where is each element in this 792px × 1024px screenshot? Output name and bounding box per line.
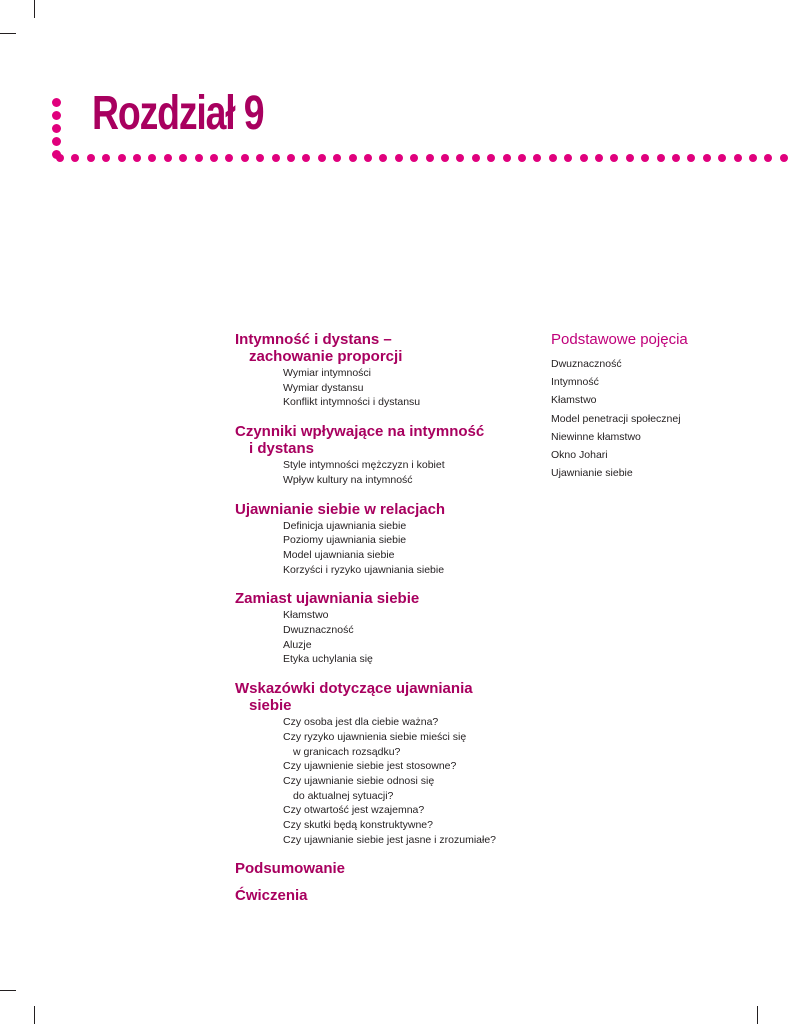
divider-dot xyxy=(472,154,480,162)
divider-dot xyxy=(503,154,511,162)
divider-dot xyxy=(580,154,588,162)
divider-dot xyxy=(672,154,680,162)
key-concepts-list xyxy=(551,355,771,482)
divider-dot xyxy=(364,154,372,162)
divider-dot xyxy=(564,154,572,162)
toc-subsection-item: Czy otwartość jest wzajemna? xyxy=(283,804,425,817)
divider-dot xyxy=(195,154,203,162)
divider-dot xyxy=(256,154,264,162)
divider-dot xyxy=(749,154,757,162)
toc-section-heading xyxy=(235,590,525,607)
divider-dot xyxy=(333,154,341,162)
divider-dot xyxy=(379,154,387,162)
crop-mark-bottom-left xyxy=(34,1006,35,1024)
divider-dot xyxy=(610,154,618,162)
crop-mark-left-top xyxy=(0,33,16,34)
toc-section-heading-line: Podsumowanie xyxy=(235,860,346,878)
toc-subsection-item: Aluzje xyxy=(283,638,312,651)
crop-mark-top-left xyxy=(34,0,35,18)
divider-dot xyxy=(302,154,310,162)
vertical-dots-ornament xyxy=(52,98,62,160)
divider-dot xyxy=(441,154,449,162)
toc-subsection-item: Czy ujawnianie siebie odnosi się xyxy=(283,774,435,787)
key-concept-item: Dwuznaczność xyxy=(551,358,622,370)
toc-section-heading-line: Zamiast ujawniania siebie xyxy=(235,590,420,608)
toc-subsection-list xyxy=(283,519,525,578)
table-of-contents xyxy=(235,331,525,904)
divider-dot xyxy=(395,154,403,162)
toc-section-heading-line: siebie xyxy=(249,697,292,715)
toc-subsection-item: w granicach rozsądku? xyxy=(293,745,401,758)
toc-subsection-item: Poziomy ujawniania siebie xyxy=(283,534,407,547)
toc-section-heading-line: Ćwiczenia xyxy=(235,887,308,905)
crop-mark-bottom-right xyxy=(757,1006,758,1024)
toc-section-heading xyxy=(235,501,525,518)
key-concepts xyxy=(551,331,771,482)
toc-section-heading-line: Ujawnianie siebie w relacjach xyxy=(235,500,446,518)
divider-dot xyxy=(703,154,711,162)
toc-section-heading xyxy=(235,887,525,904)
toc-subsection-list xyxy=(283,366,525,410)
divider-dot xyxy=(349,154,357,162)
horizontal-dots-divider xyxy=(56,154,792,162)
toc-subsection-item: do aktualnej sytuacji? xyxy=(293,789,394,802)
key-concept-item: Intymność xyxy=(551,376,599,389)
toc-subsection-item: Czy ujawnienie siebie jest stosowne? xyxy=(283,760,457,773)
divider-dot xyxy=(734,154,742,162)
toc-section-heading-line: zachowanie proporcji xyxy=(249,348,403,365)
toc-subsection-item: Korzyści i ryzyko ujawniania siebie xyxy=(283,563,445,576)
divider-dot xyxy=(87,154,95,162)
toc-section-heading-line: Wskazówki dotyczące ujawniania xyxy=(235,680,473,698)
toc-subsection-item: Kłamstwo xyxy=(283,609,329,622)
divider-dot xyxy=(287,154,295,162)
divider-dot xyxy=(148,154,156,162)
toc-subsection-item: Konflikt intymności i dystansu xyxy=(283,396,421,409)
divider-dot xyxy=(71,154,79,162)
toc-subsection-item: Czy ujawnianie siebie jest jasne i zrozumiałe? xyxy=(283,833,497,846)
toc-subsection-item: Wymiar intymności xyxy=(283,367,371,379)
toc-subsection-item: Model ujawniania siebie xyxy=(283,548,395,561)
divider-dot xyxy=(764,154,772,162)
divider-dot xyxy=(549,154,557,162)
divider-dot xyxy=(426,154,434,162)
crop-mark-left-bottom xyxy=(0,990,16,991)
toc-section-heading xyxy=(235,860,525,877)
toc-subsection-item: Czy ryzyko ujawnienia siebie mieści się xyxy=(283,730,467,743)
divider-dot xyxy=(687,154,695,162)
key-concept-item: Model penetracji społecznej xyxy=(551,412,681,425)
toc-section-heading xyxy=(235,680,525,714)
toc-section-heading xyxy=(235,331,525,365)
toc-subsection-item: Etyka uchylania się xyxy=(283,653,373,666)
key-concept-item: Ujawnianie siebie xyxy=(551,467,633,480)
toc-subsection-list xyxy=(283,458,525,487)
toc-section-heading xyxy=(235,423,525,457)
divider-dot xyxy=(318,154,326,162)
divider-dot xyxy=(533,154,541,162)
divider-dot xyxy=(780,154,788,162)
toc-section-heading-line: Intymność i dystans – xyxy=(235,331,392,348)
divider-dot xyxy=(164,154,172,162)
toc-subsection-item: Czy osoba jest dla ciebie ważna? xyxy=(283,716,439,729)
divider-dot xyxy=(118,154,126,162)
toc-section-heading-line: Czynniki wpływające na intymność xyxy=(235,423,485,441)
divider-dot xyxy=(456,154,464,162)
divider-dot xyxy=(272,154,280,162)
toc-subsection-item: Czy skutki będą konstruktywne? xyxy=(283,819,433,832)
divider-dot xyxy=(487,154,495,162)
divider-dot xyxy=(410,154,418,162)
divider-dot xyxy=(641,154,649,162)
toc-subsection-list xyxy=(283,608,525,667)
divider-dot xyxy=(56,154,64,162)
divider-dot xyxy=(718,154,726,162)
chapter-title: Rozdział 9 xyxy=(92,87,264,140)
key-concept-item: Okno Johari xyxy=(551,449,608,462)
divider-dot xyxy=(225,154,233,162)
divider-dot xyxy=(102,154,110,162)
toc-section-heading-line: i dystans xyxy=(249,440,315,458)
toc-subsection-item: Wpływ kultury na intymność xyxy=(283,473,413,486)
divider-dot xyxy=(241,154,249,162)
toc-subsection-item: Style intymności mężczyzn i kobiet xyxy=(283,459,445,472)
divider-dot xyxy=(133,154,141,162)
divider-dot xyxy=(210,154,218,162)
toc-subsection-item: Definicja ujawniania siebie xyxy=(283,519,407,532)
key-concept-item: Kłamstwo xyxy=(551,394,597,407)
divider-dot xyxy=(179,154,187,162)
divider-dot xyxy=(657,154,665,162)
toc-subsection-item: Wymiar dystansu xyxy=(283,381,364,394)
divider-dot xyxy=(595,154,603,162)
key-concepts-heading: Podstawowe pojęcia xyxy=(551,331,688,348)
toc-subsection-list xyxy=(283,715,525,847)
toc-subsection-item: Dwuznaczność xyxy=(283,624,354,637)
key-concept-item: Niewinne kłamstwo xyxy=(551,430,641,443)
divider-dot xyxy=(626,154,634,162)
divider-dot xyxy=(518,154,526,162)
